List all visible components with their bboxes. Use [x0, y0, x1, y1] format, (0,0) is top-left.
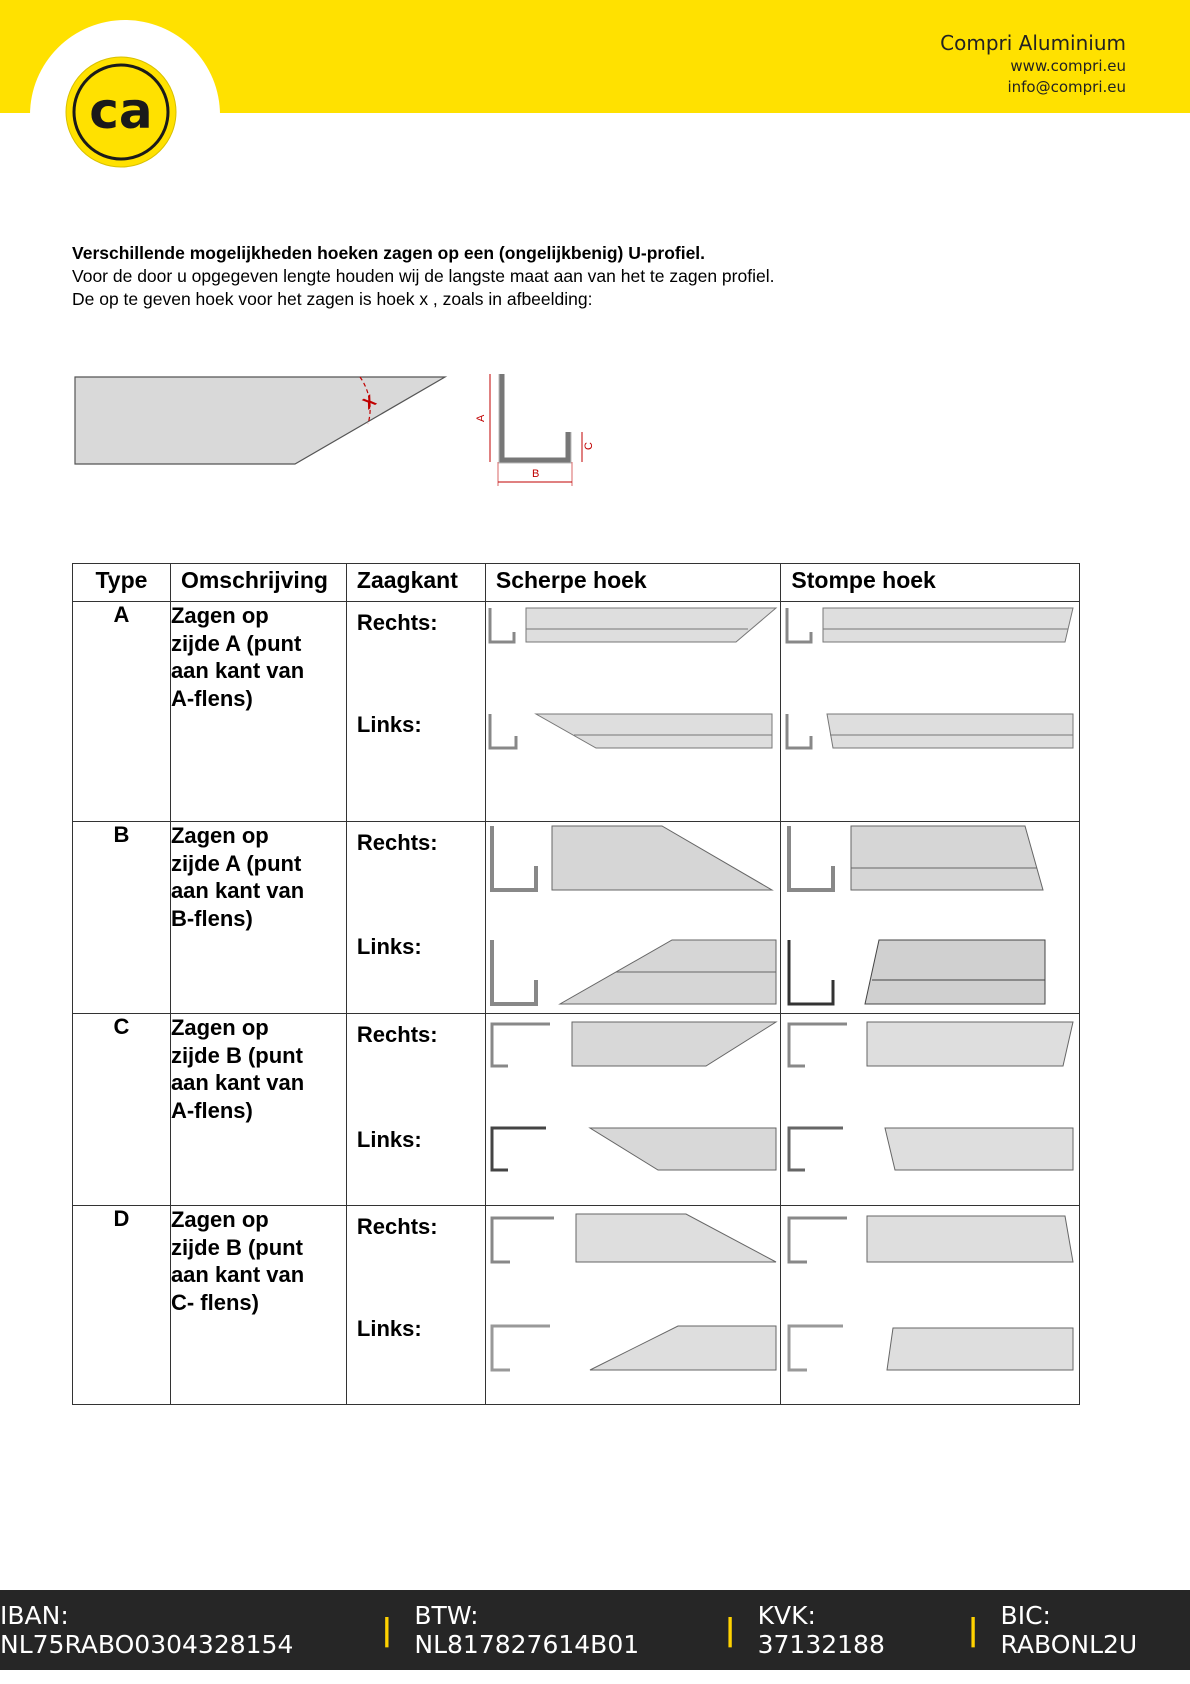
desc-line: A-flens)	[170, 685, 253, 711]
header-type: Type	[73, 564, 171, 602]
desc-line: Zagen op	[170, 603, 269, 628]
sharp-angle-cell	[485, 602, 781, 822]
saw-left-label: Links:	[356, 1316, 422, 1341]
intro-line-1: Voor de door u opgegeven lengte houden wij de langste maat aan van het te zagen profiel.	[72, 266, 775, 286]
saw-right-label: Rechts:	[356, 1214, 438, 1239]
row-saw-side	[346, 602, 485, 822]
desc-line: aan kant van	[170, 1262, 305, 1287]
table-row	[73, 602, 1080, 822]
table-row	[73, 1014, 1080, 1206]
footer-bic: BIC: RABONL2U	[1000, 1601, 1138, 1659]
footer-kvk: KVK: 37132188	[757, 1601, 885, 1659]
table-header-row	[73, 564, 1080, 602]
footer-separator: |	[381, 1612, 393, 1648]
obtuse-angle-illustration	[781, 602, 1078, 820]
sharp-angle-cell	[485, 1014, 781, 1206]
company-email[interactable]: info@compri.eu	[1007, 78, 1126, 96]
row-description	[170, 822, 346, 1014]
footer-separator: |	[967, 1612, 979, 1648]
obtuse-angle-cell	[781, 602, 1080, 822]
obtuse-angle-cell	[781, 1206, 1080, 1405]
row-type: B	[73, 822, 171, 1014]
row-saw-side	[346, 822, 485, 1014]
saw-left-label: Links:	[356, 934, 422, 959]
saw-right-label: Rechts:	[356, 1022, 438, 1047]
saw-left-label: Links:	[356, 1127, 422, 1152]
desc-line: zijde A (punt	[170, 850, 302, 876]
row-description	[170, 1206, 346, 1405]
desc-line: aan kant van	[170, 658, 305, 683]
company-name: Compri Aluminium	[940, 31, 1126, 55]
row-type: A	[73, 602, 171, 822]
table-row	[73, 1206, 1080, 1405]
intro-line-2: De op te geven hoek voor het zagen is hoek x , zoals in afbeelding:	[72, 289, 593, 309]
row-type: D	[73, 1206, 171, 1405]
dim-c-label: C	[583, 442, 595, 450]
sharp-angle-illustration	[486, 602, 780, 820]
obtuse-angle-cell	[781, 822, 1080, 1014]
intro-text	[72, 242, 774, 311]
footer-bank-details	[0, 1590, 1190, 1670]
u-profile-cross-section	[470, 370, 600, 490]
saw-left-label: Links:	[356, 712, 422, 737]
header-saw: Zaagkant	[346, 564, 485, 602]
desc-line: Zagen op	[170, 1207, 269, 1232]
footer-btw: BTW: NL817827614B01	[414, 1601, 640, 1659]
company-website[interactable]: www.compri.eu	[1010, 57, 1126, 75]
intro-title: Verschillende mogelijkheden hoeken zagen op een (ongelijkbenig) U-profiel.	[72, 243, 706, 263]
obtuse-angle-illustration	[781, 1206, 1078, 1403]
header-sharp: Scherpe hoek	[485, 564, 781, 602]
dim-a-label: A	[475, 414, 487, 422]
desc-line: aan kant van	[170, 1070, 305, 1095]
obtuse-angle-illustration	[781, 822, 1078, 1012]
sharp-angle-illustration	[486, 1206, 780, 1403]
desc-line: Zagen op	[170, 1015, 269, 1040]
footer-separator: |	[724, 1612, 736, 1648]
obtuse-angle-cell	[781, 1014, 1080, 1206]
company-info	[940, 30, 1126, 98]
footer-iban: IBAN: NL75RABO0304328154	[0, 1601, 294, 1659]
desc-line: zijde B (punt	[170, 1234, 303, 1260]
header-desc: Omschrijving	[170, 564, 346, 602]
saw-right-label: Rechts:	[356, 830, 438, 855]
obtuse-angle-illustration	[781, 1014, 1078, 1204]
sharp-angle-illustration	[486, 822, 780, 1012]
dim-b-label: B	[532, 468, 540, 480]
sharp-angle-illustration	[486, 1014, 780, 1204]
row-saw-side	[346, 1014, 485, 1206]
desc-line: B-flens)	[170, 905, 253, 931]
saw-right-label: Rechts:	[356, 610, 438, 635]
logo-text: ca	[89, 82, 153, 140]
desc-line: aan kant van	[170, 878, 305, 903]
desc-line: zijde A (punt	[170, 630, 302, 656]
row-description	[170, 1014, 346, 1206]
row-description	[170, 602, 346, 822]
cut-angle-drawing	[72, 360, 452, 470]
sharp-angle-cell	[485, 1206, 781, 1405]
desc-line: C- flens)	[170, 1289, 259, 1315]
angle-label: X	[359, 391, 380, 414]
row-type: C	[73, 1014, 171, 1206]
cut-options-table	[72, 563, 1080, 1405]
desc-line: zijde B (punt	[170, 1042, 303, 1068]
profile-side-view	[75, 377, 445, 464]
footer-band	[0, 1590, 1190, 1670]
desc-line: A-flens)	[170, 1097, 253, 1123]
header-obtuse: Stompe hoek	[781, 564, 1080, 602]
desc-line: Zagen op	[170, 823, 269, 848]
sharp-angle-cell	[485, 822, 781, 1014]
company-logo	[63, 54, 179, 170]
row-saw-side	[346, 1206, 485, 1405]
table-row	[73, 822, 1080, 1014]
